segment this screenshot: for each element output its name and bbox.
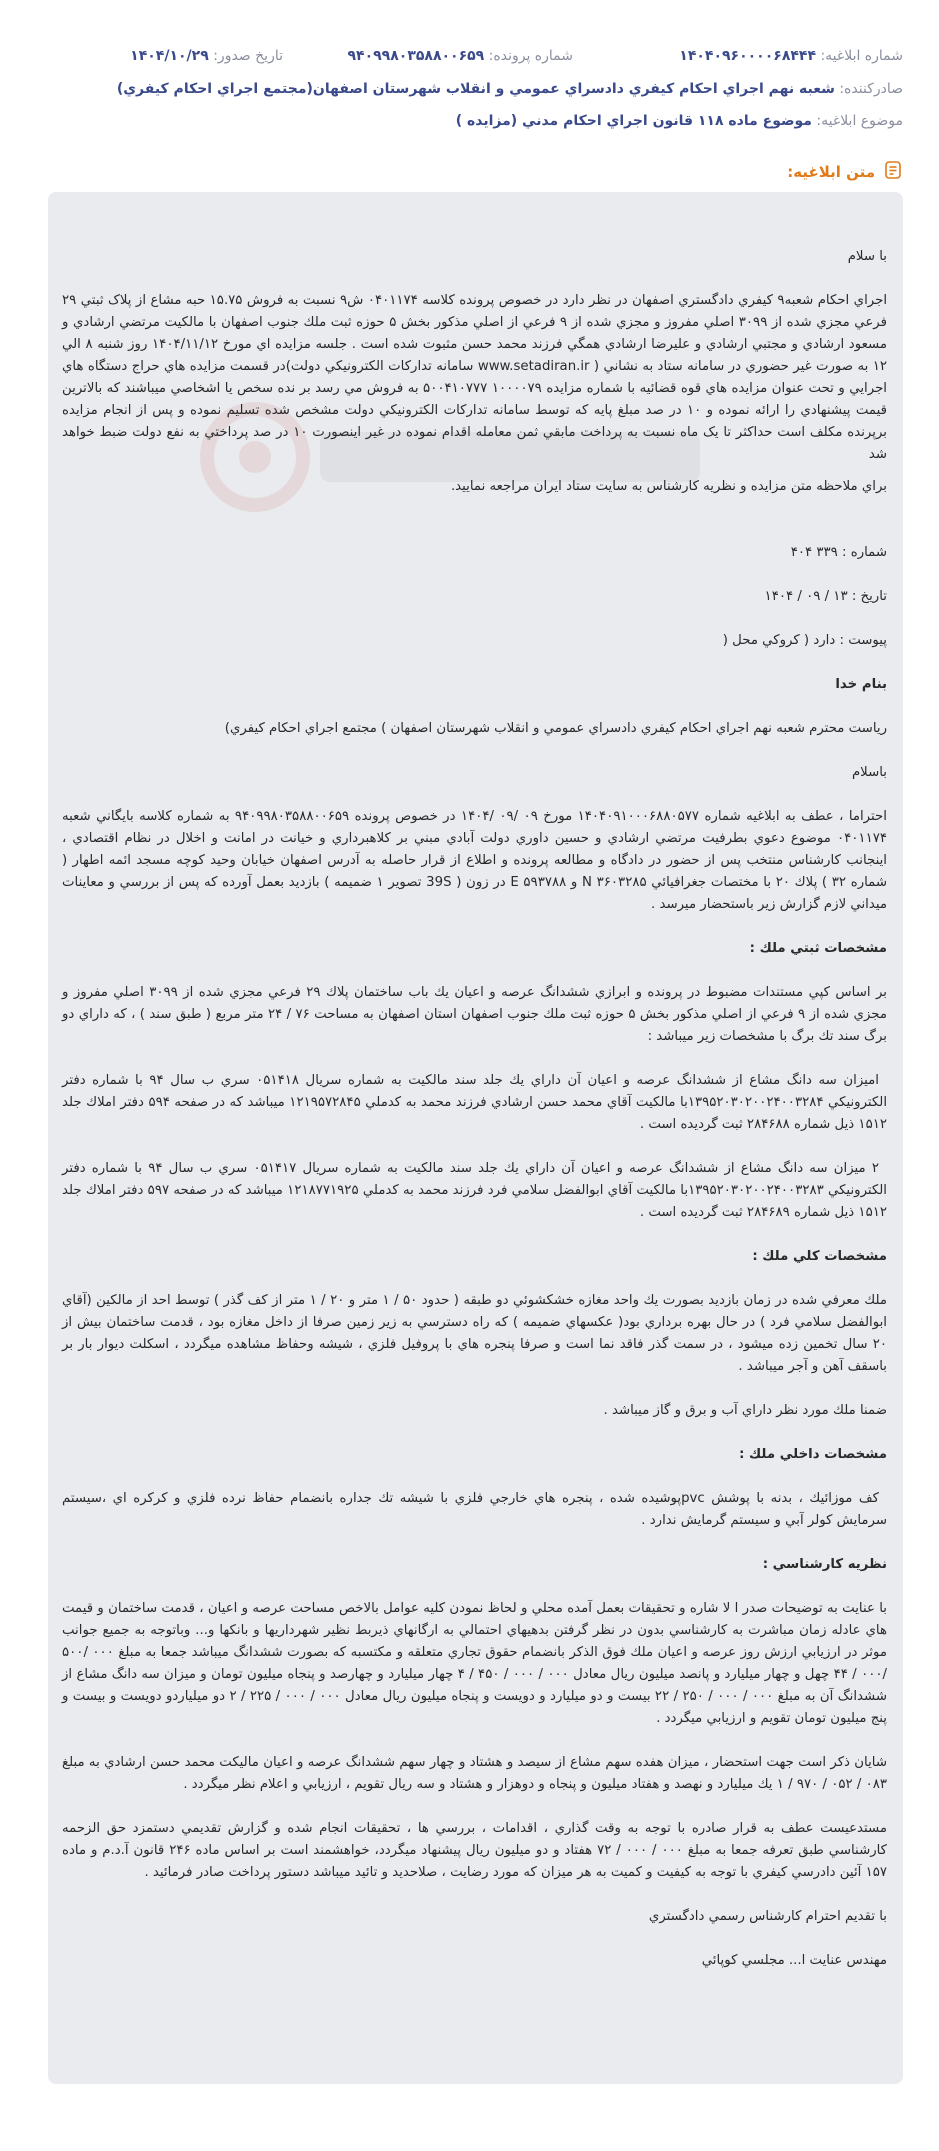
share-valuation-paragraph: شايان ذكر است جهت استحضار ، ميزان هفده سهم مشاع از سيصد و هشتاد و چهار سهم ششدانگ عرصه و اعيان ماليكت محمد حسن ارشادي به مبلغ ۰۸۳ / ۰۵۲ / ۹۷۰ / ۱ يك ميليارد و نهصد و هفتاد ميليون و پنجاه و دوهزار و هشتاد و سه ريال تقويم ، ارزيابي و اعلام نظر ميگردد . bbox=[62, 1755, 887, 1792]
issue-number-value: ۱۴۰۴۰۹۶۰۰۰۰۶۸۴۴۴ bbox=[679, 48, 816, 64]
document-text-icon bbox=[883, 160, 903, 184]
greeting: با سلام bbox=[847, 249, 887, 264]
issue-date bbox=[130, 46, 283, 66]
section-header bbox=[787, 160, 903, 184]
deed-1-paragraph: امیزان سه دانگ مشاع از ششدانگ عرصه و اعيان آن داراي يك جلد سند مالكيت به شماره سريال ۰۵۱۴۱۸ سري ب سال ۹۴ با شماره دفتر الكترونيكي ۱۳۹۵۲۰۳۰۲۰۰۲۴۰۰۳۲۸۴با مالكيت آقاي محمد حسن ارشادي فرزند محمد به كدملي ۱۲۱۹۵۷۲۸۴۵ ميباشد كه در صفحه ۵۹۴ دفتر املاك جلد ۱۵۱۲ ذيل شماره ۲۸۴۶۸۸ ثبت گرديده است . bbox=[62, 1073, 888, 1132]
fee-request-paragraph: مستدعيست عطف به قرار صادره با توجه به وقت گذاري ، اقدامات ، بررسي ها ، تحقيقات انجام شده و گزارش تقديمي دستمزد حق الزحمه كارشناسي طبق تعرفه جمعا به مبلغ ۰۰۰ / ۰۰۰ / ۷۲ هفتاد و دو ميليون ريال پيشنهاد ميگردد، خواهشمند است بر اساس ماده ۲۴۶ قانون آ.د.م و ماده ۱۵۷ آئين دادرسي كيفري با توجه به كيفيت و كميت به هر ميزان كه مورد رضايت ، صلاحديد و تائيد ميباشد دستور پرداخت صادر فرمائيد . bbox=[62, 1821, 888, 1880]
subject-label: موضوع ابلاغیه: bbox=[816, 113, 903, 129]
setad-reference: براي ملاحظه متن مزايده و نظريه كارشناس به سايت ستاد ايران مراجعه نماييد. bbox=[450, 479, 887, 494]
issue-date-value: ۱۴۰۴/۱۰/۲۹ bbox=[130, 48, 209, 64]
case-number-value: ۹۴۰۹۹۸۰۳۵۸۸۰۰۶۵۹ bbox=[347, 48, 485, 64]
utilities-paragraph: ضمنا ملك مورد نظر داراي آب و برق و گاز ميباشد . bbox=[603, 1403, 887, 1418]
section-title: متن ابلاغیه: bbox=[787, 163, 875, 181]
issue-number-label: شماره ابلاغیه: bbox=[820, 48, 903, 64]
letter-date: تاريخ : ۱۳ / ۰۹ / ۱۴۰۴ bbox=[764, 589, 887, 604]
case-number bbox=[348, 46, 574, 66]
issuer-label: صادرکننده: bbox=[839, 81, 903, 97]
deed-2-paragraph: ۲ ميزان سه دانگ مشاع از ششدانگ عرصه و اعيان آن داراي يك جلد سند مالكيت به شماره سريال ۰۵۱۴۱۷ سري ب سال ۹۴ با شماره دفتر الكترونيكي ۱۳۹۵۲۰۳۰۲۰۰۲۴۰۰۳۲۸۳با مالكيت آقاي ابوالفضل سلامي فرد فرزند محمد به كدملي ۱۲۱۸۷۷۱۹۲۵ ميباشد كه در صفحه ۵۹۷ دفتر املاك جلد ۱۵۱۲ ذيل شماره ۲۸۴۶۸۹ ثبت گرديده است . bbox=[62, 1161, 888, 1220]
notice-text bbox=[62, 246, 887, 1994]
letter-number: شماره : ۳۳۹ ۴۰۴ bbox=[790, 545, 887, 560]
closing-line: با تقديم احترام كارشناس رسمي دادگستري bbox=[648, 1909, 887, 1924]
expert-signature: مهندس عنايت ا... مجلسي كوپائي bbox=[701, 1953, 887, 1968]
general-heading: مشخصات كلي ملك : bbox=[752, 1249, 887, 1264]
general-paragraph: ملك معرفي شده در زمان بازديد بصورت يك واحد مغازه خشكشوئي دو طبقه ( حدود ۵۰ / ۱ متر و ۲۰ / ۱ متر از كف گذر ) توسط احد از مالكين (آقاي ابوالفضل سلامي فرد ) در حال بهره برداري بود( عكسهاي ضميمه ) كه راه دسترسي به زير زمين صرفا از داخل مغازه بود ، قدمت ساختمان بيش از ۲۰ سال تخمين زده ميشود ، در سمت گذر فاقد نما است و صرفا پنجره هاي با پروفيل فلزي ، شيشه وحفاظ مشاهده ميگردد ، اسكلت ديوار بار بر باسقف آهن و آجر ميباشد . bbox=[62, 1293, 887, 1374]
opinion-heading: نظريه كارشناسي : bbox=[762, 1557, 887, 1572]
opinion-paragraph: با عنايت به توضيحات صدر ا لا شاره و تحقيقات بعمل آمده محلي و لحاظ نمودن كليه عوامل بالاخص مساحت عرصه و اعيان ، قدمت ساختمان و قيمت هاي عادله زمان مباشرت به كارشناسي بدون در نظر گرفتن بدهيهاي احتمالي به ارگانهاي ذيربط نظير شهرداريها و بانكها و... وباتوجه به جميع جوانب موثر در ارزيابي ارزش روز عرصه و اعيان ملك فوق الذكر بانضمام حقوق تجاري متعلقه و مكتسبه كه بصورت ششدانگ ميباشد جمعا به مبلغ ۰۰۰ /۵۰۰ /۰۰۰ / ۴۴ چهل و چهار ميليارد و پانصد ميليون ريال معادل ۰۰۰ / ۰۰۰ / ۴۵۰ / ۴ چهار ميليارد و چهارصد و پنجاه ميليون تومان و ميزان سه دانگ مشاع از ششدانگ آن به مبلغ ۰۰۰ / ۰۰۰ / ۲۵۰ / ۲۲ بيست و دو ميليارد و دويست و پنجاه ميليون ريال معادل ۰۰۰ / ۰۰۰ / ۲۲۵ / ۲ دو ميلياردو دويست و بيست و پنج ميليون تومان تقويم و ارزيابي ميگردد . bbox=[62, 1601, 887, 1726]
bename-khoda: بنام خدا bbox=[835, 677, 887, 692]
intro-paragraph: احتراما ، عطف به ابلاغيه شماره ۱۴۰۴۰۹۱۰۰۰۶۸۸۰۵۷۷ مورخ ۰۹ /۰۹ /۱۴۰۴ در خصوص پرونده ۹۴۰۹۹۸۰۳۵۸۸۰۰۶۵۹ به شماره كلاسه بايگاني شعبه ۰۴۰۱۱۷۴ موضوع دعوي بطرفيت مرتضي ارشادي و حسين داوري دولت آبادي مبني بر كلاهبرداري و خيانت در امانت و اخلال در نظام اقتصادي ، اينجانب كارشناس منتخب پس از حضور در دادگاه و مطالعه پرونده و اطلاع از قرار حاصله به آدرس اصفهان خيابان وحيد كوچه مسجد ائمه اطهار ( شماره ۳۲ ) پلاك ۲۰ با مختصات جغرافيائي N ۳۶۰۳۲۸۵ و ۵۹۳۷۸۸ E در زون ( 39S تصوير ۱ ضميمه ) بازديد بعمل آورده كه پس از بررسي و معاينات ميداني لازم گزارش زير باستحضار ميرسد . bbox=[62, 809, 888, 912]
registration-paragraph: بر اساس كپي مستندات مضبوط در پرونده و ابرازي ششدانگ عرصه و اعيان يك باب ساختمان پلاك ۲۹ فرعي مجزي شده از ۳۰۹۹ اصلي مفروز و مجزي شده از ۹ فرعي از اصلي مذكور بخش ۵ حوزه ثبت ملك جنوب اصفهان استان اصفهان به مساحت ۷۶ / ۲۴ متر مربع ( طبق سند ) ، كه داراي دو برگ سند تك برگ با مشخصات زير ميباشد : bbox=[62, 985, 888, 1044]
issuer-row bbox=[36, 79, 903, 99]
issue-date-label: تاریخ صدور: bbox=[213, 48, 283, 64]
salutation: باسلام bbox=[851, 765, 887, 780]
interior-paragraph: كف موزائيك ، بدنه با پوشش pvcپوشيده شده ، پنجره هاي خارجي فلزي با شيشه تك جداره بانضمام حفاظ نرده فلزي و كركره اي ،سيستم سرمايش كولر آبي و سيستم گرمايش ندارد . bbox=[62, 1491, 887, 1528]
addressee: رياست محترم شعبه نهم اجراي احكام كيفري دادسراي عمومي و انقلاب شهرستان اصفهان ) مجتمع اجراي احكام كيفري) bbox=[224, 721, 887, 736]
registration-heading: مشخصات ثبتي ملك : bbox=[749, 941, 887, 956]
auction-paragraph: اجراي احکام شعبه۹ کيفري دادگستري اصفهان در نظر دارد در خصوص پرونده كلاسه ۰۴۰۱۱۷۴ ش۹ نسبت به فروش ۱۵.۷۵ حبه مشاع از پلاک ثبتي ۲۹ فرعي مجزي شده از ۳۰۹۹ اصلي مفروز و مجزي شده از ۹ فرعي از اصلي مذكور بخش ۵ حوزه ثبت ملك جنوب اصفهان با مالکيت مرتضي ارشادي و مسعود ارشادي و مجتبي ارشادي و عليرضا ارشادي همگي فرزند محمد حسن مثبوت شده است . جلسه مزايده اي مورخ ۱۴۰۴/۱۱/۱۲ روز شنبه ۸ الي ۱۲ به صورت غير حضوري در سامانه ستاد به نشاني ( www.setadiran.ir سامانه تداركات الكترونيكي دولت)در قسمت مزايده هاي حراج دستگاه هاي اجرايي و تحت عنوان مزايده هاي قوه قضائيه با شماره مزايده ۱۰۰۰۰۷۹ ۵۰۰۴۱۰۷۷۷ به فروش مي رسد بر نده سخص يا اشخاصي ميباشند كه بالاترين قيمت پيشنهادي را ارائه نموده و ۱۰ در صد مبلغ پايه كه توسط سامانه تداركات الكترونيكي دولت مشخص شده تسليم نموده و پس از انجام مزايده برپرنده مكلف است حداكثر تا يک ماه نسبت به پرداخت مابقي ثمن معامله اقدام نموده در غير اينصورت ۱۰ در صد پرداختي به نفع دولت ضبط خواهد شد bbox=[62, 293, 888, 462]
issue-number bbox=[679, 46, 903, 66]
interior-heading: مشخصات داخلي ملك : bbox=[739, 1447, 887, 1462]
letter-attachment: پيوست : دارد ( كروكي محل ( bbox=[722, 633, 887, 648]
issuer-value: شعبه نهم اجراي احکام کيفري دادسراي عمومي و انقلاب شهرستان اصفهان(مجتمع اجراي احكام كيفري) bbox=[116, 81, 835, 97]
subject-value: موضوع ماده ۱۱۸ قانون اجراي احكام مدني (مزايده ) bbox=[455, 113, 812, 129]
case-number-label: شماره پرونده: bbox=[488, 48, 573, 64]
subject-row bbox=[36, 111, 903, 131]
